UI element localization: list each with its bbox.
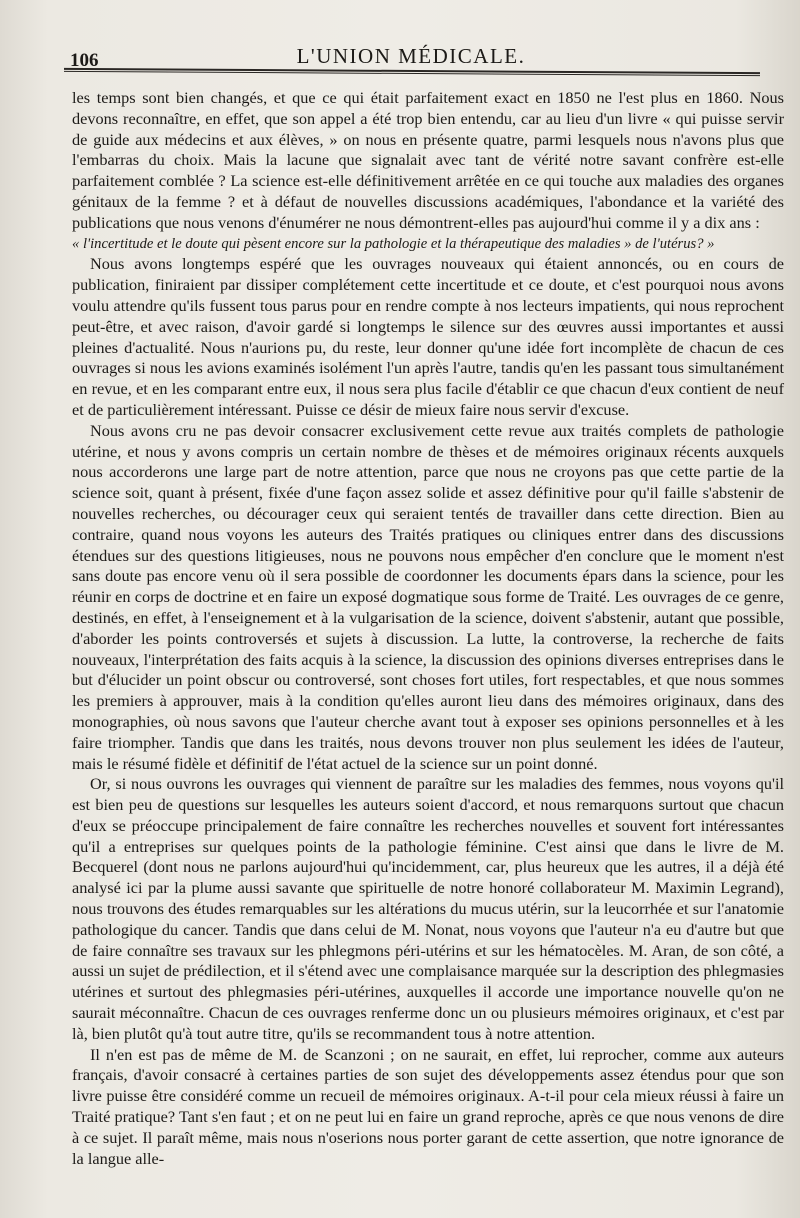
- quotation: « l'incertitude et le doute qui pèsent encore sur la pathologie et la thérapeutique des maladies » de l'utérus? »: [72, 235, 715, 252]
- paragraph-2: Nous avons longtemps espéré que les ouvrages nouveaux qui étaient annoncés, ou en cours de publication, finiraient par dissiper complétement cette incertitude et ce doute, et c'est pourquoi nous avons voulu attendre qu'ils fussent tous parus pour en rendre compte à nos lecteurs impatients, qui nous reprochent peut-être, et avec raison, d'avoir gardé si longtemps le silence sur des œuvres aussi importantes et aussi pleines d'actualité. Nous n'aurions pu, du reste, leur donner qu'une idée fort incomplète de chacun de ces ouvrages si nous les avions examinés isolément l'un après l'autre, tandis qu'en les passant tous simultanément en revue, et en les comparant entre eux, il nous sera plus facile d'établir ce que chacun d'eux contient de neuf et de particulièrement intéressant. Puisse ce désir de mieux faire nous servir d'excuse.: [72, 254, 784, 419]
- running-title: L'UNION MÉDICALE.: [296, 44, 526, 68]
- page-number: 106: [70, 50, 99, 71]
- paragraph-3: Nous avons cru ne pas devoir consacrer exclusivement cette revue aux traités complets de pathologie utérine, et nous y avons compris un certain nombre de thèses et de mémoires originaux récents auxquels nous accorderons une large part de notre attention, parce que nous ne croyons pas que cette partie de la science soit, quant à présent, fixée d'une façon assez solide et assez définitive pour qu'il faille s'abstenir de nouvelles recherches, ou décourager ceux qui seraient tentés de travailler dans cette direction. Bien au contraire, quand nous voyons les auteurs des Traités pratiques ou cliniques entrer dans des discussions étendues sur des questions litigieuses, nous ne pouvons nous empêcher d'en conclure que le moment n'est sans doute pas encore venu où il sera possible de coordonner les documents épars dans la science, pour les réunir en corps de doctrine et en faire un exposé dogmatique sous forme de Traité. Les ouvrages de ce genre, destinés, en effet, à l'enseignement et à la vulgarisation de la science, doivent s'abstenir, autant que possible, d'aborder les points controversés et sujets à discussion. La lutte, la controverse, la recherche de faits nouveaux, l'interprétation des faits acquis à la science, la discussion des opinions diverses entreprises dans le but d'élucider un point obscur ou controversé, sont choses fort utiles, fort respectables, et que nous sommes les premiers à approuver, mais à la condition qu'elles auront lieu dans des mémoires originaux, dans des monographies, où nous savons que l'auteur cherche avant tout à exposer ses opinions personnelles et à les faire triompher. Tandis que dans les traités, nous devons trouver non plus seulement les idées de l'auteur, mais le résumé fidèle et définitif de l'état actuel de la science sur un point donné.: [72, 420, 784, 773]
- paragraph-4: Or, si nous ouvrons les ouvrages qui viennent de paraître sur les maladies des femmes, nous voyons qu'il est bien peu de questions sur lesquelles les auteurs soient d'accord, et nous remarquons surtout que chacun d'eux se préoccupe principalement de faire connaître les recherches nouvelles et souvent fort intéressantes qu'il a entreprises sur quelques points de la pathologie féminine. C'est ainsi que dans le livre de M. Becquerel (dont nous ne parlons aujourd'hui qu'incidemment, car, plus heureux que les autres, il a déjà été analysé ici par la plume aussi savante que spirituelle de notre honoré collaborateur M. Maximin Legrand), nous trouvons des études remarquables sur les altérations du mucus utérin, sur la leucorrhée et sur l'anatomie pathologique du cancer. Tandis que dans celui de M. Nonat, nous voyons que l'auteur n'a eu d'autre but que de faire connaître ses travaux sur les phlegmons péri-utérins et sur les hématocèles. M. Aran, de son côté, a aussi un sujet de prédilection, et il s'étend avec une complaisance marquée sur la description des phlegmasies utérines et surtout des phlegmasies péri-utérines, auxquelles il accorde une importance nouvelle qu'on ne saurait méconnaître. Chacun de ces ouvrages renferme donc un ou plusieurs mémoires originaux, et c'est par là, bien plutôt qu'à tout autre titre, qu'ils se recommandent tous à notre attention.: [72, 774, 784, 1043]
- page-header: [70, 38, 752, 72]
- paragraph-1: les temps sont bien changés, et que ce qui était parfaitement exact en 1850 ne l'est plus en 1860. Nous devons reconnaître, en effet, que son appel a été trop bien entendu, car au lieu d'un livre « qui puisse servir de guide aux médecins et aux élèves, » on nous en présente quatre, parmi lesquels nous n'avons plus que l'embarras du choix. Mais la lacune que signalait avec tant de vérité notre savant confrère est-elle parfaitement comblée ? La science est-elle définitivement arrêtée en ce qui touche aux maladies des organes génitaux de la femme ? et à défaut de nouvelles discussions académiques, l'abondance et la variété des publications que nous venons d'énumérer ne nous démontrent-elles pas aujourd'hui comme il y a dix ans :: [72, 88, 784, 232]
- article-body: [72, 88, 784, 1169]
- paragraph-5: Il n'en est pas de même de M. de Scanzoni ; on ne saurait, en effet, lui reprocher, comme aux auteurs français, d'avoir consacré à certaines parties de son sujet des développements assez étendus pour que son livre puisse être considéré comme un recueil de mémoires originaux. A-t-il pour cela mieux réussi à faire un Traité pratique? Tant s'en faut ; et on ne peut lui en faire un grand reproche, après ce que nous venons de dire à ce sujet. Il paraît même, mais nous n'oserions nous porter garant de cette assertion, que notre ignorance de la langue alle-: [72, 1044, 784, 1168]
